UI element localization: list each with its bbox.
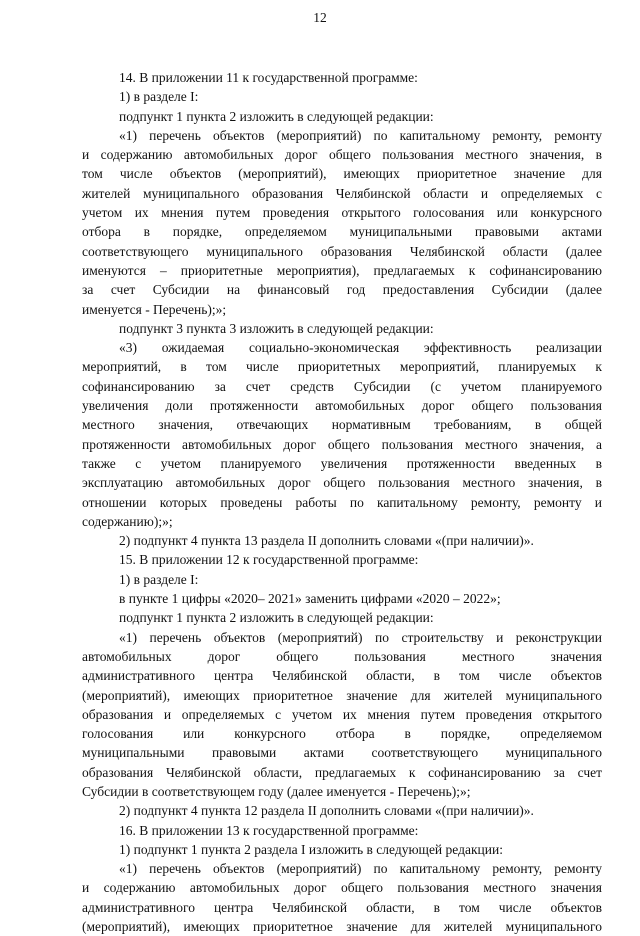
text-line: подпункт 3 пункта 3 изложить в следующей редакции: [119,320,434,336]
text-line: 1) в разделе I: [119,89,199,105]
text-line: и содержанию автомобильных дорог общего пользования местного значения, в [82,147,602,163]
page-number: 12 [313,10,327,25]
text-line: жителей муниципального образования Челябинской области и определяемых с [82,185,602,201]
text-line: 14. В приложении 11 к государственной программе: [119,70,418,85]
text-line: (мероприятий), имеющих приоритетное значение для жителей муниципального [82,687,602,703]
text-line: 16. В приложении 13 к государственной программе: [119,822,419,838]
text-line: 2) подпункт 4 пункта 13 раздела II дополнить словами «(при наличии)». [119,533,534,549]
document-body [82,68,602,936]
text-line: эксплуатацию автомобильных дорог общего пользования местного значения, в [82,475,602,491]
text-line: подпункт 1 пункта 2 изложить в следующей редакции: [119,108,434,124]
text-line: соответствующего муниципального образования Челябинской области (далее [82,243,602,259]
text-line: 2) подпункт 4 пункта 12 раздела II дополнить словами «(при наличии)». [119,803,534,819]
text-line: учетом их мнения путем проведения открытого голосования или конкурсного [82,205,602,221]
text-line: образования и определяемых с учетом их мнения путем проведения открытого [82,706,602,722]
text-line: именуются – приоритетные мероприятия), предлагаемых к софинансированию [82,262,602,278]
text-line: Субсидии в соответствующем году (далее именуется - Перечень);»; [82,783,471,799]
text-line: увеличения доли протяженности автомобильных дорог общего пользования [82,398,602,414]
text-line: в пункте 1 цифры «2020– 2021» заменить цифрами «2020 – 2022»; [119,591,501,607]
text-line: именуется - Перечень);»; [82,301,227,317]
text-line: и содержанию автомобильных дорог общего пользования местного значения [82,880,602,896]
text-line: отбора в порядке, определяемом муниципальными правовыми актами [82,224,602,240]
text-line: «1) перечень объектов (мероприятий) по строительству и реконструкции [119,629,602,645]
text-line: 1) подпункт 1 пункта 2 раздела I изложить в следующей редакции: [119,841,503,857]
text-line: подпункт 1 пункта 2 изложить в следующей редакции: [119,610,434,626]
text-line: за счет Субсидии на финансовый год предоставления Субсидии (далее [82,282,602,298]
text-line: муниципальными правовыми актами соответствующего муниципального [82,745,602,761]
text-line: отношении которых проведены работы по капитальному ремонту, ремонту и [82,494,602,510]
text-line: «1) перечень объектов (мероприятий) по капитальному ремонту, ремонту [119,861,602,877]
text-line: «1) перечень объектов (мероприятий) по капитальному ремонту, ремонту [119,127,602,143]
text-line: административного центра Челябинской области, в том числе объектов [82,668,602,684]
text-line: административного центра Челябинской области, в том числе объектов [82,899,602,915]
text-line: местного значения, отвечающих нормативным требованиям, в общей [82,417,602,433]
text-line: 15. В приложении 12 к государственной программе: [119,552,419,568]
text-line: 1) в разделе I: [119,571,199,587]
text-line: «3) ожидаемая социально-экономическая эффективность реализации [119,340,602,356]
text-line: также с учетом планируемого увеличения протяженности введенных в [82,455,602,471]
text-line: мероприятий, в том числе приоритетных мероприятий, планируемых к [82,359,602,375]
text-line: содержанию);»; [82,513,173,529]
text-line: автомобильных дорог общего пользования местного значения [82,648,602,664]
text-line: голосования или конкурсного отбора в порядке, определяемом [82,726,602,742]
text-line: софинансированию за счет средств Субсидии (с учетом планируемого [82,378,602,394]
text-line: (мероприятий), имеющих приоритетное значение для жителей муниципального [82,919,602,935]
text-line: протяженности автомобильных дорог общего пользования местного значения, а [82,436,602,452]
text-line: образования Челябинской области, предлагаемых к софинансированию за счет [82,764,602,780]
text-line: том числе объектов (мероприятий), имеющих приоритетное значение для [82,166,602,182]
